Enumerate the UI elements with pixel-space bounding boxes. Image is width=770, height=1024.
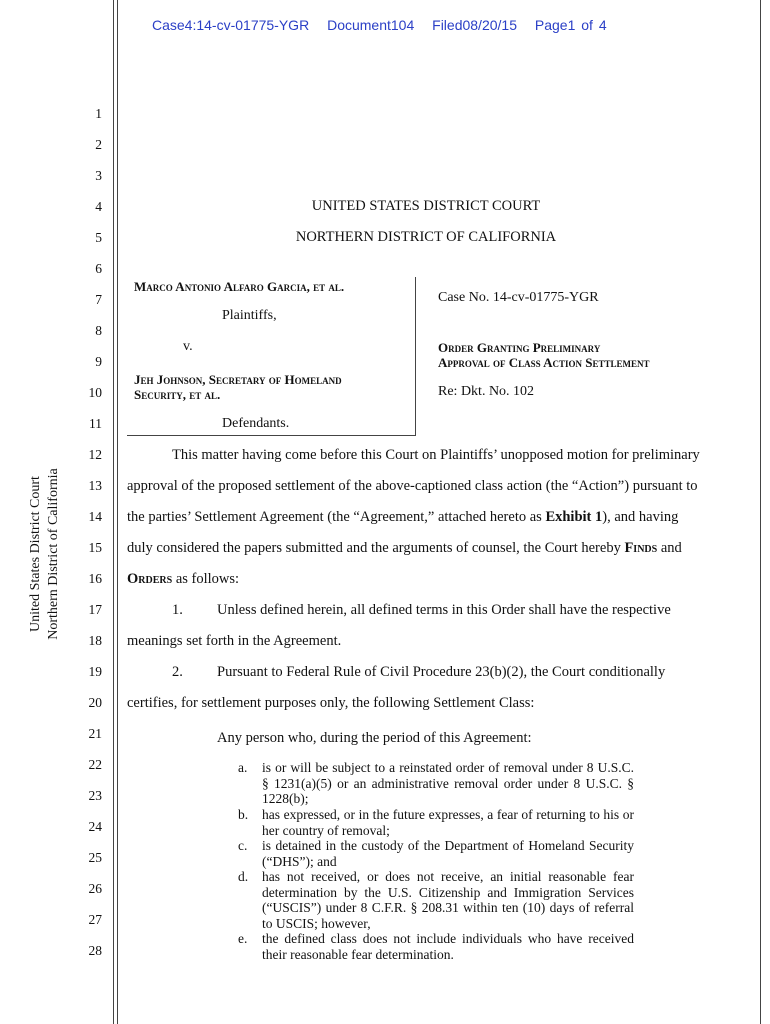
- body-line-15: [127, 540, 682, 557]
- defendant-name-line2: Security, et al.: [134, 387, 221, 402]
- line-number: 17: [88, 602, 102, 617]
- line-number: 19: [88, 664, 102, 679]
- line-number: 10: [88, 385, 102, 400]
- line-number: 21: [88, 726, 102, 741]
- paragraph-2-number: 2.: [172, 664, 183, 680]
- body-text: ), and having: [602, 509, 679, 525]
- class-item-text: is or will be subject to a reinstated order of removal under 8 U.S.C. § 1231(a)(5) or an administrative removal order under 8 U.S.C. § 1228(b);: [262, 760, 634, 806]
- class-item-text: has expressed, or in the future expresses, a fear of returning to his or her country of removal;: [262, 807, 634, 838]
- plaintiffs-label: Plaintiffs,: [222, 308, 277, 323]
- versus-label: v.: [183, 339, 193, 354]
- exhibit-reference: Exhibit 1: [545, 509, 603, 525]
- defendants-label: Defendants.: [222, 416, 290, 431]
- line-number: 28: [88, 943, 102, 958]
- line-number: 2: [95, 137, 102, 152]
- order-title-line1: Order Granting Preliminary: [438, 340, 601, 355]
- class-item-label: a.: [238, 760, 248, 775]
- line-number: 22: [88, 757, 102, 772]
- line-number: 20: [88, 695, 102, 710]
- orders-keyword: Orders: [127, 571, 173, 587]
- line-number: 12: [88, 447, 102, 462]
- line-number: 7: [95, 292, 102, 307]
- line-number: 4: [95, 199, 102, 214]
- order-title-line2: Approval of Class Action Settlement: [438, 355, 650, 370]
- class-definition-intro: Any person who, during the period of this Agreement:: [217, 730, 532, 746]
- defendant-name-line1: Jeh Johnson, Secretary of Homeland: [134, 372, 342, 387]
- class-item-text: has not received, or does not receive, an initial reasonable fear determination by the U.S. Citizenship and Immigration Services (“USCIS”) under 8 C.F.R. § 208.31 within ten (10) days of referral to USCIS; however,: [262, 869, 634, 931]
- sidebar-line-1: United States District Court: [28, 476, 43, 632]
- body-line-14: [127, 509, 678, 526]
- line-number: 13: [88, 478, 102, 493]
- line-number: 25: [88, 850, 102, 865]
- line-number: 1: [95, 106, 102, 121]
- body-line-20: certifies, for settlement purposes only, the following Settlement Class:: [127, 695, 535, 711]
- docket-reference: Re: Dkt. No. 102: [438, 384, 535, 399]
- body-line-13: approval of the proposed settlement of the above-captioned class action (the “Action”) pursuant to: [127, 478, 698, 494]
- right-margin-rule: [760, 0, 761, 1024]
- body-text: as follows:: [172, 571, 240, 587]
- header-page-number: Page1 of 4: [534, 17, 607, 33]
- class-item-text: the defined class does not include individuals who have received their reasonable fear determination.: [262, 931, 634, 962]
- court-name: UNITED STATES DISTRICT COURT: [311, 198, 541, 214]
- left-margin-rule-inner: [117, 0, 118, 1024]
- line-number: 9: [95, 354, 102, 369]
- line-number: 27: [88, 912, 102, 927]
- finds-keyword: Finds: [624, 540, 658, 556]
- court-sidebar-label: [27, 468, 63, 639]
- line-number: 18: [88, 633, 102, 648]
- plaintiff-name: Marco Antonio Alfaro Garcia, et al.: [134, 279, 345, 294]
- sidebar-line-2: Northern District of California: [46, 468, 61, 640]
- left-margin-rule: [113, 0, 114, 1024]
- ecf-header: [152, 17, 619, 33]
- body-line-18: meanings set forth in the Agreement.: [127, 633, 342, 649]
- class-item-text: is detained in the custody of the Department of Homeland Security (“DHS”); and: [262, 838, 634, 869]
- class-item-label: e.: [238, 931, 248, 946]
- line-number: 23: [88, 788, 102, 803]
- paragraph-1-text: Unless defined herein, all defined terms in this Order shall have the respective: [217, 602, 671, 618]
- case-number: Case No. 14-cv-01775-YGR: [438, 290, 599, 305]
- body-text: and: [657, 540, 682, 556]
- body-text: duly considered the papers submitted and the arguments of counsel, the Court hereby: [127, 540, 625, 556]
- body-text: the parties’ Settlement Agreement (the “Agreement,” attached hereto as: [127, 509, 546, 525]
- line-number: 24: [88, 819, 102, 834]
- line-number: 16: [88, 571, 102, 586]
- body-line-16: [127, 571, 239, 588]
- line-number: 6: [95, 261, 102, 276]
- court-district: NORTHERN DISTRICT OF CALIFORNIA: [295, 229, 557, 245]
- header-case-number: Case4:14-cv-01775-YGR: [152, 17, 310, 33]
- header-document-number: Document104: [327, 17, 415, 33]
- class-item-label: d.: [238, 869, 249, 884]
- line-number: 26: [88, 881, 102, 896]
- class-item-label: c.: [238, 838, 248, 853]
- paragraph-2-text: Pursuant to Federal Rule of Civil Procedure 23(b)(2), the Court conditionally: [217, 664, 666, 680]
- line-number: 15: [88, 540, 102, 555]
- line-number: 11: [89, 416, 102, 431]
- paragraph-1-number: 1.: [172, 602, 183, 618]
- header-filed-date: Filed08/20/15: [432, 17, 517, 33]
- line-number: 8: [95, 323, 102, 338]
- line-number: 3: [95, 168, 102, 183]
- line-number: 5: [95, 230, 102, 245]
- body-line-12: This matter having come before this Court on Plaintiffs’ unopposed motion for preliminary: [172, 447, 700, 463]
- caption-box: [127, 277, 416, 436]
- line-number: 14: [88, 509, 102, 524]
- class-item-label: b.: [238, 807, 249, 822]
